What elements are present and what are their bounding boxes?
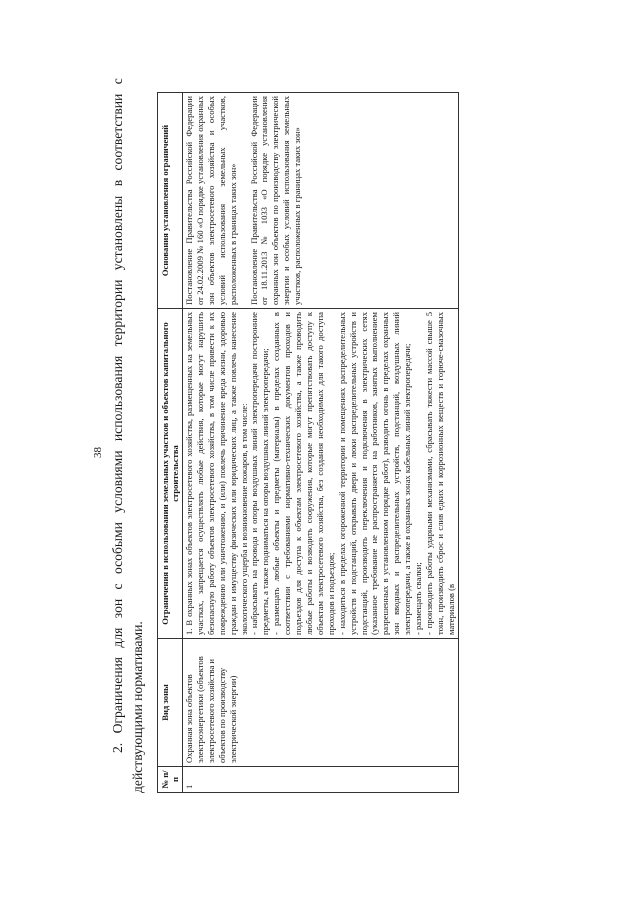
header-number: № п/п [158, 767, 183, 793]
section-heading [108, 78, 148, 793]
header-grounds: Основания установления ограничений [158, 93, 183, 309]
restriction-paragraph: 1. В охранных зонах объектов электросетевого хозяйства, размещенных на земельных участках, запрещается осуществлять любые действия, которые могут нарушить безопасную работу объектов электросетевого хозяйства, в том числе привести к их повреждению или уничтожению, и (или) повлечь причинение вреда жизни, здоровью граждан и имуществу физических или юридических лиц, а также повлечь нанесение экологического ущерба и возникновение пожаров, в том числе: [184, 312, 249, 635]
restriction-paragraph: - размещать свалки; [413, 562, 424, 635]
restriction-paragraph: - находиться в пределах огороженной территории и помещениях распределительных устройств и подстанций, открывать двери и люки распределительных устройств и подстанций, производить переключения и подключения в электрических сетях (указанное требование не распространяется на работников, занятых выполнением разрешенных в установленном порядке работ), разводить огонь в пределах охранных зон вводных и распределительных устройств, подстанций, воздушных линий электропередачи, а также в охранных зонах кабельных линий электропередачи; [336, 312, 413, 635]
grounds-paragraph: Постановление Правительства Российской Федерации от 24.02.2009 № 160 «О порядке установления охранных зон объектов электросетевого хозяйства и особых условий использования земельных участков, расположенных в границах таких зон» [184, 96, 238, 305]
zone-type-cell: Охранная зона объектов электроэнергетики (объектов электросетевого хозяйства и объектов по производству электрической энергии) [183, 639, 459, 767]
restrictions-cell [183, 309, 459, 639]
table-header-row [158, 93, 183, 793]
row-number: 1 [183, 767, 459, 793]
grounds-cell [183, 93, 459, 309]
heading-line-1: 2. Ограничения для зон с особыми условиями использования территории установлены в соответствии с [110, 78, 125, 753]
header-restrictions: Ограничения в использовании земельных участков и объектов капитального строительства [158, 309, 183, 639]
restrictions-table [157, 92, 459, 793]
page-number: 38 [92, 447, 104, 458]
restriction-paragraph: - производить работы ударными механизмами, сбрасывать тяжести массой свыше 5 тонн, производить сброс и слив едких и коррозионных веществ и горюче-смазочных материалов (в [423, 312, 456, 635]
restriction-paragraph: - набрасывать на провода и опоры воздушных линий электропередачи посторонние предметы, а также подниматься на опоры воздушных линий электропередачи; [249, 312, 271, 635]
header-zone-type: Вид зоны [158, 639, 183, 767]
grounds-paragraph: Постановление Правительства Российской Федерации от 18.11.2013 № 1033 «О порядке установления охранных зон объектов по производству электрической энергии и особых условий использования земельных участков, расположенных в границах таких зон» [248, 96, 303, 305]
restriction-paragraph: - размещать любые объекты и предметы (материалы) в пределах созданных в соответствии с требованиями нормативно-технических документов проходов и подъездов для доступа к объектам электросетевого хозяйства, а также проводить любые работы и возводить сооружения, которые могут препятствовать доступу к объектам электросетевого хозяйства, без создания необходимых для такого доступа проходов и подъездов; [271, 312, 336, 635]
heading-line-2: действующими нормативами. [130, 621, 145, 793]
table-row [183, 93, 459, 793]
